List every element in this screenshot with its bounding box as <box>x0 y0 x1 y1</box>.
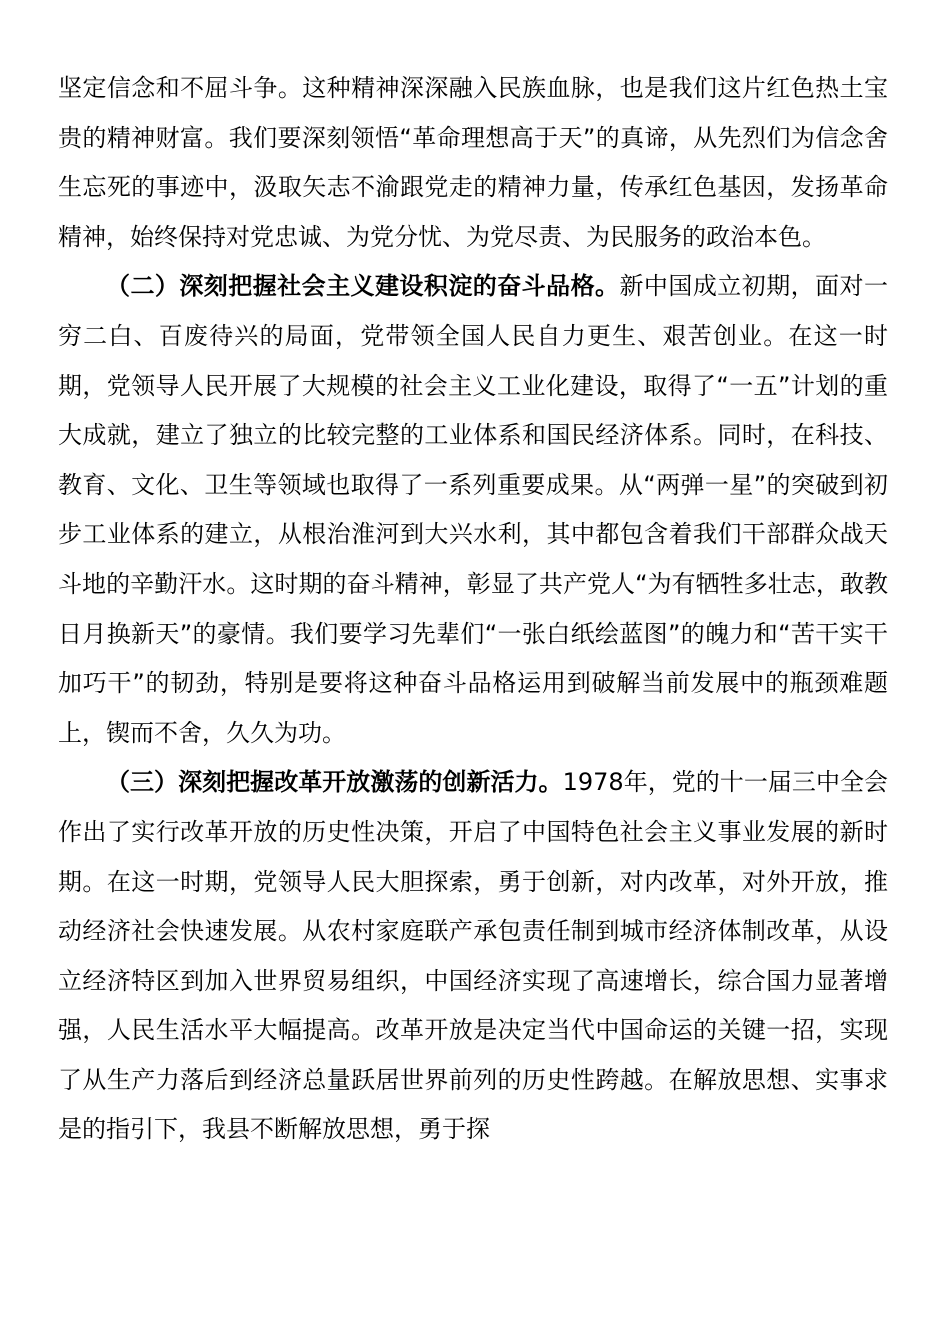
paragraph-text: 新中国成立初期，面对一穷二白、百废待兴的局面，党带领全国人民自力更生、艰苦创业。在这一时期，党领导人民开展了大规模的社会主义工业化建设，取得了“一五”计划的重大成就，建立了独立的比较完整的工业体系和国民经济体系。同时，在科技、教育、文化、卫生等领域也取得了一系列重要成果。从“两弹一星”的突破到初步工业体系的建立，从根治淮河到大兴水利，其中都包含着我们干部群众战天斗地的辛勤汗水。这时期的奋斗精神，彰显了共产党人“为有牺牲多壮志，敢教日月换新天”的豪情。我们要学习先辈们“一张白纸绘蓝图”的魄力和“苦干实干加巧干”的韧劲，特别是要将这种奋斗品格运用到破解当前发展中的瓶颈难题上，锲而不舍，久久为功。 <box>58 272 888 747</box>
section-heading: （二）深刻把握社会主义建设积淀的奋斗品格。 <box>106 272 620 301</box>
section-heading: （三）深刻把握改革开放激荡的创新活力。 <box>106 768 563 797</box>
paragraph-section-3 <box>58 758 888 1155</box>
paragraph-text: 1978年，党的十一届三中全会作出了实行改革开放的历史性决策，开启了中国特色社会主义事业发展的新时期。在这一时期，党领导人民大胆探索，勇于创新，对内改革，对外开放，推动经济社会快速发展。从农村家庭联产承包责任制到城市经济体制改革，从设立经济特区到加入世界贸易组织，中国经济实现了高速增长，综合国力显著增强，人民生活水平大幅提高。改革开放是决定当代中国命运的关键一招，实现了从生产力落后到经济总量跃居世界前列的历史性跨越。在解放思想、实事求是的指引下，我县不断解放思想，勇于探 <box>58 768 889 1144</box>
paragraph-text: 坚定信念和不屈斗争。这种精神深深融入民族血脉，也是我们这片红色热土宝贵的精神财富。我们要深刻领悟“革命理想高于天”的真谛，从先烈们为信念舍生忘死的事迹中，汲取矢志不渝跟党走的精神力量，传承红色基因，发扬革命精神，始终保持对党忠诚、为党分忧、为党尽责、为民服务的政治本色。 <box>58 74 888 251</box>
document-page <box>58 64 888 1155</box>
paragraph-section-2 <box>58 262 888 758</box>
paragraph-continuation <box>58 64 888 262</box>
